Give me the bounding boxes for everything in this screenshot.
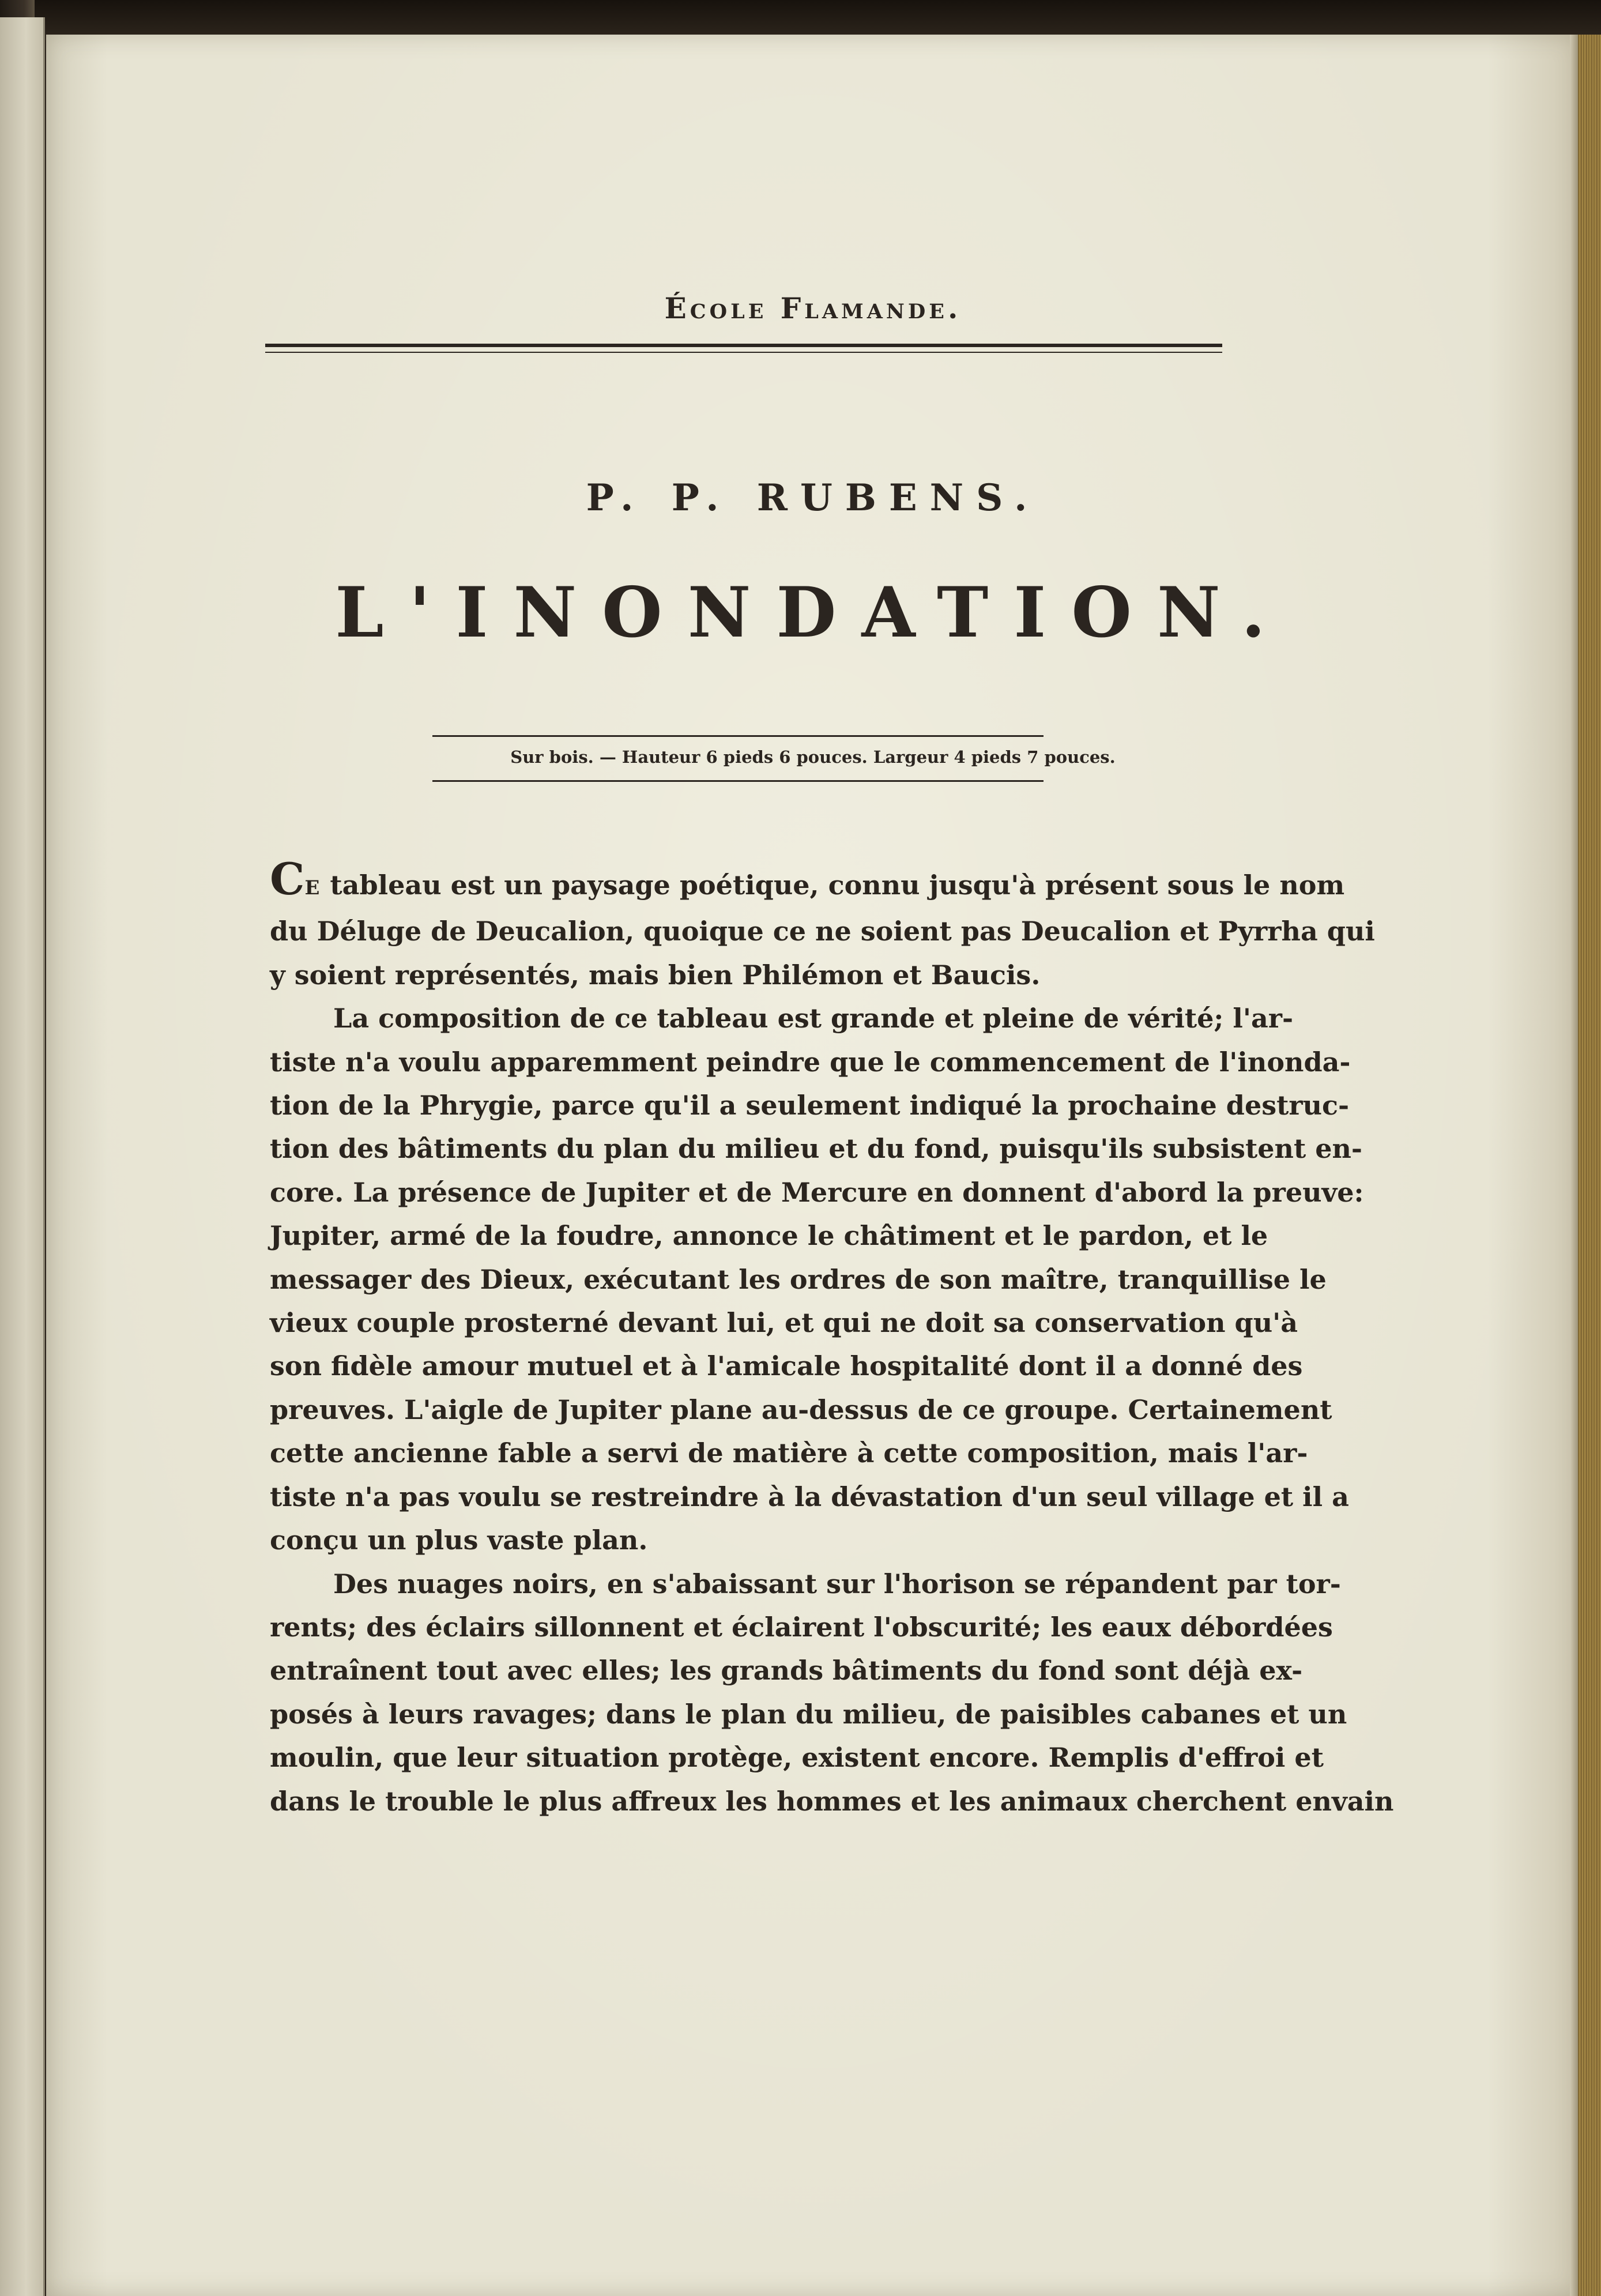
text-line: posés à leurs ravages; dans le plan du milieu, de paisibles cabanes et un bbox=[270, 1698, 1347, 1730]
text-line: y soient représentés, mais bien Philémon et Baucis. bbox=[270, 959, 1041, 991]
artist-name: P. P. RUBENS. bbox=[586, 476, 1040, 520]
text-line: tion des bâtiments du plan du milieu et du fond, puisqu'ils subsistent en- bbox=[270, 1133, 1363, 1165]
paragraph-2 bbox=[270, 997, 1364, 1562]
text-line: dans le trouble le plus affreux les hommes et les animaux cherchent envain bbox=[270, 1785, 1394, 1817]
dimensions-rule-top bbox=[432, 735, 1044, 737]
text-line-content: tableau est un paysage poétique, connu jusqu'à présent sous le nom bbox=[321, 870, 1345, 901]
text-line: du Déluge de Deucalion, quoique ce ne soient pas Deucalion et Pyrrha qui bbox=[270, 916, 1375, 947]
text-line: rents; des éclairs sillonnent et éclairent l'obscurité; les eaux débordées bbox=[270, 1611, 1333, 1643]
previous-page-edge bbox=[0, 17, 45, 2296]
paragraph-1 bbox=[270, 853, 1375, 997]
running-head: École Flamande. bbox=[664, 291, 962, 325]
page-fore-edge-shadow bbox=[1570, 35, 1578, 2296]
text-line: Des nuages noirs, en s'abaissant sur l'horison se répandent par tor- bbox=[333, 1568, 1341, 1599]
painting-title: L'INONDATION. bbox=[335, 572, 1291, 653]
text-line: tiste n'a pas voulu se restreindre à la dévastation d'un seul village et il a bbox=[270, 1481, 1349, 1512]
drop-cap-rest: E bbox=[304, 876, 321, 899]
text-line: tion de la Phrygie, parce qu'il a seulement indiqué la prochaine destruc- bbox=[270, 1090, 1350, 1121]
text-line: vieux couple prosterné devant lui, et qui ne doit sa conservation qu'à bbox=[270, 1307, 1298, 1339]
text-line bbox=[270, 853, 1345, 910]
text-line: entraînent tout avec elles; les grands bâtiments du fond sont déjà ex- bbox=[270, 1655, 1303, 1687]
body-text bbox=[270, 853, 1394, 1823]
drop-cap: C bbox=[270, 853, 305, 905]
text-line: cette ancienne fable a servi de matière à cette composition, mais l'ar- bbox=[270, 1437, 1308, 1469]
text-line: preuves. L'aigle de Jupiter plane au-dessus de ce groupe. Certainement bbox=[270, 1394, 1332, 1425]
text-line: conçu un plus vaste plan. bbox=[270, 1525, 648, 1556]
text-line: tiste n'a voulu apparemment peindre que le commencement de l'inonda- bbox=[270, 1046, 1351, 1078]
text-line: moulin, que leur situation protège, existent encore. Remplis d'effroi et bbox=[270, 1742, 1324, 1774]
dimensions-rule-bottom bbox=[432, 780, 1044, 782]
head-rule-thick bbox=[265, 344, 1222, 347]
painting-dimensions: Sur bois. — Hauteur 6 pieds 6 pouces. Largeur 4 pieds 7 pouces. bbox=[510, 747, 1116, 767]
paragraph-3 bbox=[270, 1563, 1394, 1823]
gilt-page-edges bbox=[1578, 35, 1601, 2296]
text-line: core. La présence de Jupiter et de Mercure en donnent d'abord la preuve: bbox=[270, 1176, 1364, 1208]
text-line: son fidèle amour mutuel et à l'amicale hospitalité dont il a donné des bbox=[270, 1350, 1303, 1382]
text-line: messager des Dieux, exécutant les ordres de son maître, tranquillise le bbox=[270, 1263, 1327, 1295]
text-line: Jupiter, armé de la foudre, annonce le châtiment et le pardon, et le bbox=[270, 1220, 1268, 1252]
head-rule-thin bbox=[265, 352, 1222, 353]
text-line: La composition de ce tableau est grande et pleine de vérité; l'ar- bbox=[333, 1003, 1294, 1034]
